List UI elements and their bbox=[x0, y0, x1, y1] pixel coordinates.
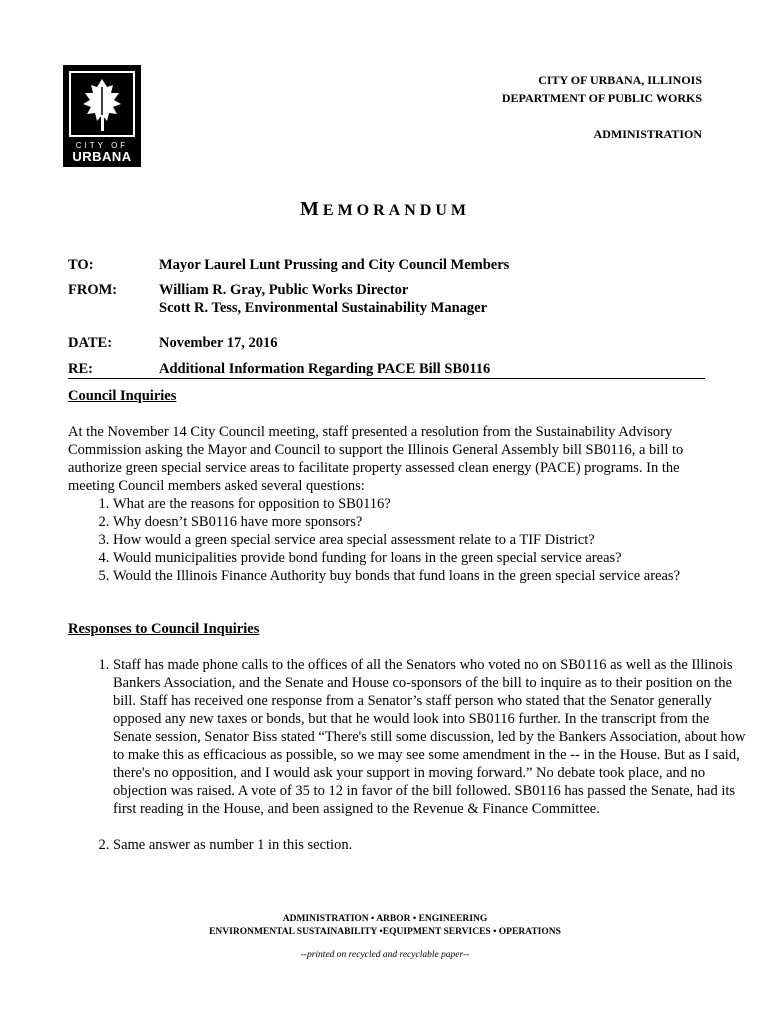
questions-list bbox=[68, 495, 753, 585]
list-item: 1. What are the reasons for opposition to SB0116? bbox=[113, 495, 753, 513]
to-value: Mayor Laurel Lunt Prussing and City Council Members bbox=[159, 257, 510, 273]
list-item: 5. Would the Illinois Finance Authority buy bonds that fund loans in the green special service areas? bbox=[113, 567, 753, 585]
header-divider bbox=[68, 378, 705, 379]
list-item: 2. Same answer as number 1 in this section. bbox=[113, 836, 748, 854]
list-item: 3. How would a green special service area special assessment relate to a TIF District? bbox=[113, 531, 753, 549]
date-value: November 17, 2016 bbox=[159, 335, 278, 351]
memo-title-initial: M bbox=[300, 198, 323, 220]
inquiries-heading: Council Inquiries bbox=[68, 388, 177, 404]
memo-title-rest: EMORANDUM bbox=[322, 202, 470, 219]
header-division: ADMINISTRATION bbox=[593, 127, 702, 141]
logo-urbana-text: URBANA bbox=[72, 149, 132, 164]
re-label: RE: bbox=[68, 361, 93, 377]
from-value-2: Scott R. Tess, Environmental Sustainability Manager bbox=[159, 300, 488, 316]
leaf-icon bbox=[71, 73, 133, 135]
date-label: DATE: bbox=[68, 335, 113, 351]
responses-heading: Responses to Council Inquiries bbox=[68, 621, 260, 637]
logo-frame bbox=[69, 71, 135, 137]
to-label: TO: bbox=[68, 257, 94, 273]
list-item: 2. Why doesn’t SB0116 have more sponsors? bbox=[113, 513, 753, 531]
city-logo bbox=[63, 65, 141, 167]
footer-line-1: ADMINISTRATION • ARBOR • ENGINEERING bbox=[282, 914, 488, 924]
list-item: 1. Staff has made phone calls to the offices of all the Senators who voted no on SB0116 as well as the Illinois Bankers Association, and the Senate and House co-sponsors of the bill to inquire as to their position on the bill. Staff has received one response from a Senator’s staff person who stated that the Senator generally opposed any new taxes or bonds, but that he would look into SB0116 further. In the transcript from the Senate session, Senator Biss stated “There's still some discussion, led by the Bankers Association, about how to make this as efficacious as possible, so we may see some amendment in the -- in the House. But as I said, there's no opposition, and I would ask your support in moving forward.” No debate took place, and no objection was raised. A vote of 35 to 12 in favor of the bill followed. SB0116 has passed the Senate, had its first reading in the House, and been assigned to the Revenue & Finance Committee. bbox=[113, 656, 748, 818]
list-item: 4. Would municipalities provide bond funding for loans in the green special service areas? bbox=[113, 549, 753, 567]
recycled-note: --printed on recycled and recyclable paper-- bbox=[300, 950, 470, 960]
re-value: Additional Information Regarding PACE Bill SB0116 bbox=[159, 361, 491, 377]
inquiries-intro: At the November 14 City Council meeting, staff presented a resolution from the Sustainability Advisory Commission asking the Mayor and Council to support the Illinois General Assembly bill SB0116, a bill to authorize green special service areas to facilitate property assessed clean energy (PACE) programs. In the meeting Council members asked several questions: bbox=[68, 424, 684, 494]
footer-line-2: ENVIRONMENTAL SUSTAINABILITY •EQUIPMENT SERVICES • OPERATIONS bbox=[209, 927, 561, 937]
from-value-1: William R. Gray, Public Works Director bbox=[159, 282, 409, 298]
logo-city-text: CITY OF bbox=[75, 141, 129, 150]
responses-list bbox=[68, 656, 748, 854]
header-department: DEPARTMENT OF PUBLIC WORKS bbox=[501, 91, 702, 105]
header-city: CITY OF URBANA, ILLINOIS bbox=[538, 73, 702, 87]
from-label: FROM: bbox=[68, 282, 118, 298]
memo-title bbox=[0, 198, 770, 221]
